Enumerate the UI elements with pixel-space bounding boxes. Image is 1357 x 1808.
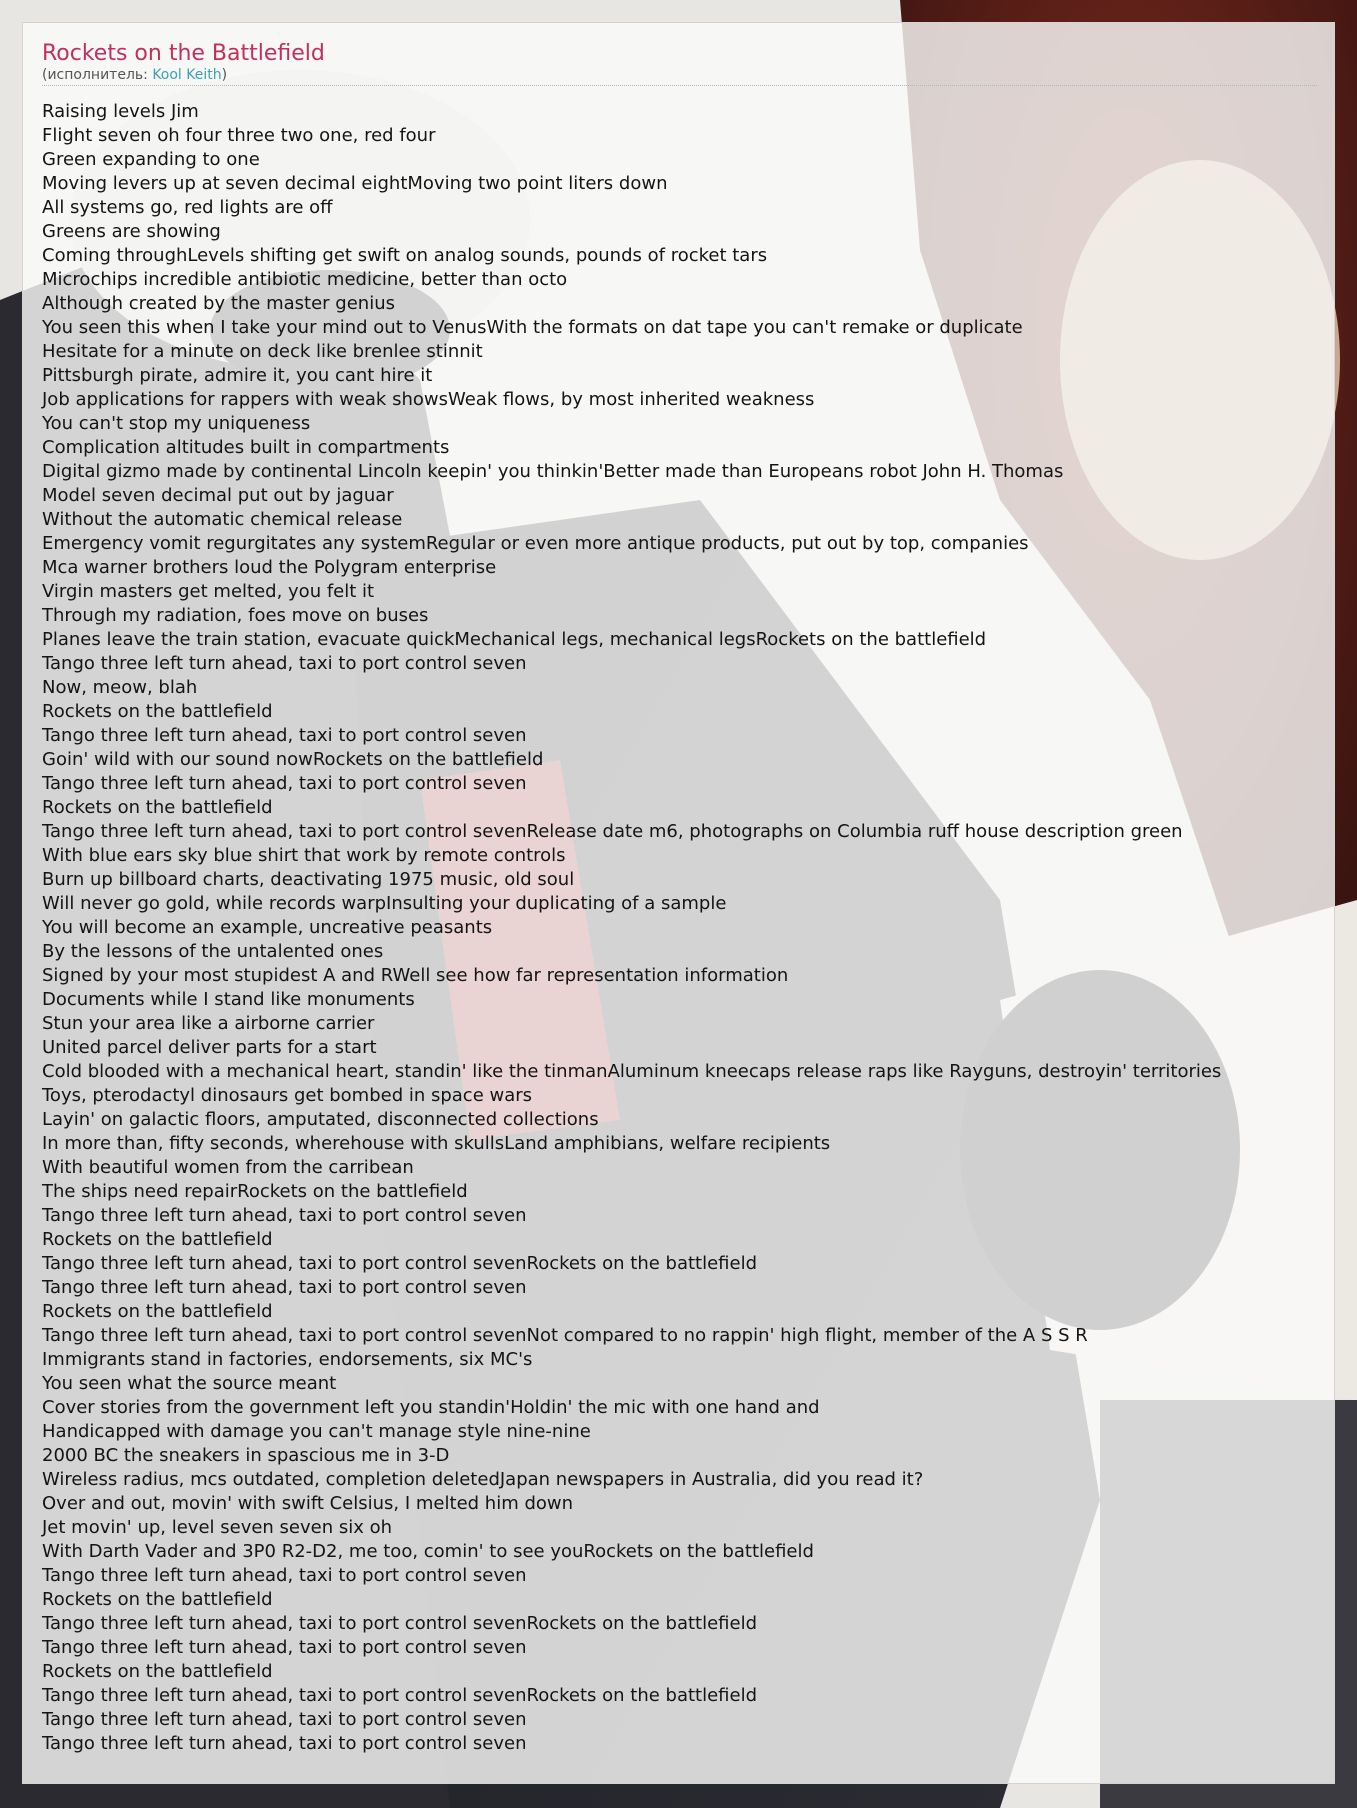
lyric-line: Job applications for rappers with weak showsWeak flows, by most inherited weakness — [42, 389, 815, 410]
lyric-line: With beautiful women from the carribean — [42, 1157, 414, 1178]
lyric-line: Tango three left turn ahead, taxi to port control sevenRockets on the battlefield — [42, 1685, 758, 1706]
lyric-line: Layin' on galactic floors, amputated, disconnected collections — [42, 1109, 599, 1130]
lyric-line: Tango three left turn ahead, taxi to port control seven — [42, 1709, 527, 1730]
lyric-line: United parcel deliver parts for a start — [42, 1037, 377, 1058]
lyric-line: Tango three left turn ahead, taxi to port control seven — [42, 653, 527, 674]
lyric-line: Virgin masters get melted, you felt it — [42, 581, 375, 602]
lyric-line: Mca warner brothers loud the Polygram enterprise — [42, 557, 497, 578]
lyric-line: Documents while I stand like monuments — [42, 989, 415, 1010]
lyric-line: Toys, pterodactyl dinosaurs get bombed in space wars — [42, 1085, 533, 1106]
lyric-line: Rockets on the battlefield — [42, 701, 273, 722]
lyric-line: Digital gizmo made by continental Lincoln keepin' you thinkin'Better made than Europeans robot John H. Thomas — [42, 461, 1064, 482]
lyric-line: Rockets on the battlefield — [42, 1661, 273, 1682]
lyric-line: 2000 BC the sneakers in spascious me in 3-D — [42, 1445, 450, 1466]
lyric-line: Cold blooded with a mechanical heart, standin' like the tinmanAluminum kneecaps release raps like Rayguns, destroyin' territories — [42, 1061, 1222, 1082]
lyric-line: Goin' wild with our sound nowRockets on the battlefield — [42, 749, 544, 770]
lyric-line: With Darth Vader and 3P0 R2-D2, me too, comin' to see youRockets on the battlefield — [42, 1541, 814, 1562]
lyric-line: Model seven decimal put out by jaguar — [42, 485, 394, 506]
lyric-line: All systems go, red lights are off — [42, 197, 333, 218]
lyric-line: You will become an example, uncreative peasants — [42, 917, 493, 938]
lyric-line: Rockets on the battlefield — [42, 1229, 273, 1250]
lyric-line: Tango three left turn ahead, taxi to port control seven — [42, 725, 527, 746]
lyric-line: Tango three left turn ahead, taxi to port control sevenRockets on the battlefield — [42, 1253, 758, 1274]
lyric-line: Will never go gold, while records warpInsulting your duplicating of a sample — [42, 893, 727, 914]
lyric-line: Tango three left turn ahead, taxi to port control sevenRelease date m6, photographs on Columbia ruff house description green — [42, 821, 1183, 842]
artist-link[interactable]: Kool Keith — [152, 67, 222, 83]
lyric-line: Tango three left turn ahead, taxi to port control seven — [42, 1733, 527, 1754]
lyric-line: Cover stories from the government left you standin'Holdin' the mic with one hand and — [42, 1397, 820, 1418]
lyric-line: Jet movin' up, level seven seven six oh — [42, 1517, 393, 1538]
lyric-line: Signed by your most stupidest A and RWell see how far representation information — [42, 965, 789, 986]
lyric-line: Tango three left turn ahead, taxi to port control seven — [42, 1637, 527, 1658]
lyric-line: The ships need repairRockets on the battlefield — [42, 1181, 468, 1202]
lyric-line: Rockets on the battlefield — [42, 1589, 273, 1610]
lyric-line: Planes leave the train station, evacuate quickMechanical legs, mechanical legsRockets on the battlefield — [42, 629, 987, 650]
lyric-line: Tango three left turn ahead, taxi to port control seven — [42, 1565, 527, 1586]
lyric-line: Immigrants stand in factories, endorsements, six MC's — [42, 1349, 533, 1370]
lyric-line: Greens are showing — [42, 221, 221, 242]
lyric-line: Flight seven oh four three two one, red four — [42, 125, 436, 146]
lyric-line: Rockets on the battlefield — [42, 797, 273, 818]
lyric-line: Burn up billboard charts, deactivating 1975 music, old soul — [42, 869, 575, 890]
lyric-line: You seen what the source meant — [42, 1373, 337, 1394]
lyric-line: Coming throughLevels shifting get swift on analog sounds, pounds of rocket tars — [42, 245, 768, 266]
lyric-line: Over and out, movin' with swift Celsius, I melted him down — [42, 1493, 574, 1514]
lyric-line: Microchips incredible antibiotic medicine, better than octo — [42, 269, 568, 290]
lyric-line: Moving levers up at seven decimal eightMoving two point liters down — [42, 173, 668, 194]
song-title: Rockets on the Battlefield — [42, 41, 325, 66]
lyric-line: Tango three left turn ahead, taxi to port control seven — [42, 1205, 527, 1226]
song-header — [42, 41, 1317, 86]
lyric-line: Pittsburgh pirate, admire it, you cant hire it — [42, 365, 433, 386]
lyric-line: Through my radiation, foes move on buses — [42, 605, 429, 626]
lyrics-panel — [22, 22, 1335, 1784]
lyric-line: Complication altitudes built in compartments — [42, 437, 450, 458]
lyric-line: Tango three left turn ahead, taxi to port control seven — [42, 773, 527, 794]
lyric-line: Stun your area like a airborne carrier — [42, 1013, 375, 1034]
lyric-line: Handicapped with damage you can't manage style nine-nine — [42, 1421, 591, 1442]
lyric-line: You can't stop my uniqueness — [42, 413, 311, 434]
lyric-line: Tango three left turn ahead, taxi to port control sevenRockets on the battlefield — [42, 1613, 758, 1634]
lyric-line: Wireless radius, mcs outdated, completion deletedJapan newspapers in Australia, did you read it? — [42, 1469, 924, 1490]
lyric-line: Although created by the master genius — [42, 293, 395, 314]
lyric-line: Rockets on the battlefield — [42, 1301, 273, 1322]
lyrics-text — [42, 100, 1335, 1756]
lyric-line: Tango three left turn ahead, taxi to port control sevenNot compared to no rappin' high flight, member of the A S S R — [42, 1325, 1088, 1346]
artist-suffix: ) — [221, 67, 228, 83]
lyric-line: By the lessons of the untalented ones — [42, 941, 384, 962]
artist-prefix: (исполнитель: — [42, 67, 153, 83]
artist-line — [42, 67, 1317, 84]
lyric-line: Green expanding to one — [42, 149, 260, 170]
lyric-line: Emergency vomit regurgitates any systemRegular or even more antique products, put out by top, companies — [42, 533, 1029, 554]
lyric-line: Without the automatic chemical release — [42, 509, 403, 530]
lyric-line: Hesitate for a minute on deck like brenlee stinnit — [42, 341, 483, 362]
lyric-line: Tango three left turn ahead, taxi to port control seven — [42, 1277, 527, 1298]
lyric-line: You seen this when I take your mind out to VenusWith the formats on dat tape you can't remake or duplicate — [42, 317, 1023, 338]
lyric-line: With blue ears sky blue shirt that work by remote controls — [42, 845, 566, 866]
lyric-line: Raising levels Jim — [42, 101, 199, 122]
lyric-line: In more than, fifty seconds, wherehouse with skullsLand amphibians, welfare recipients — [42, 1133, 831, 1154]
lyric-line: Now, meow, blah — [42, 677, 198, 698]
